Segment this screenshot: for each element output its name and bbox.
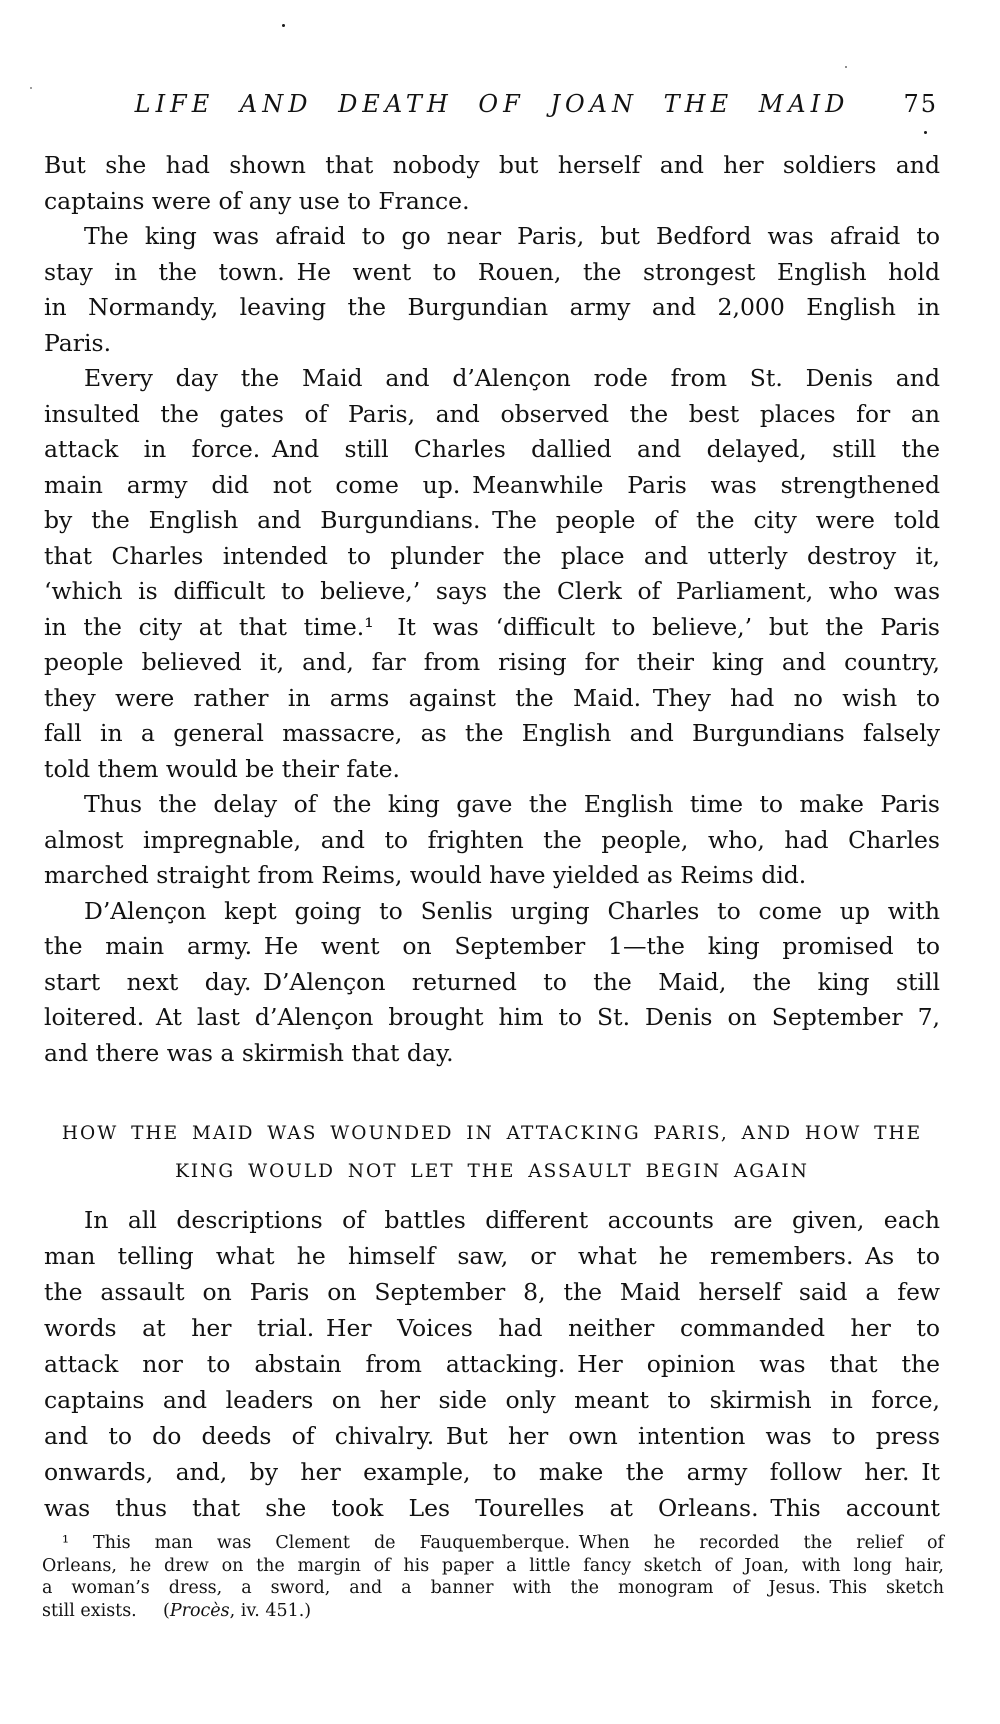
text-line (44, 148, 940, 184)
text-line (42, 1600, 944, 1623)
section-heading-line-2: KING WOULD NOT LET THE ASSAULT BEGIN AGAIN (175, 1161, 809, 1182)
text-line (44, 681, 940, 717)
text-segment: and there was a skirmish that day. (44, 1038, 454, 1067)
footnote (42, 1532, 944, 1622)
text-line (44, 397, 940, 433)
section-heading-line-1: HOW THE MAID WAS WOUNDED IN ATTACKING PARIS, AND HOW THE (61, 1123, 923, 1144)
text-segment: man telling what he himself saw, or what he remembers. As to (44, 1242, 940, 1270)
scan-artifact-dot (282, 24, 285, 27)
text-segment: Thus the delay of the king gave the English time to make Paris (84, 790, 940, 818)
text-line (44, 1000, 940, 1036)
text-line (44, 255, 940, 291)
text-segment: captains were of any use to France. (44, 186, 470, 215)
text-line (42, 1555, 944, 1578)
text-line (44, 1202, 940, 1238)
text-line (44, 752, 940, 788)
text-line (44, 823, 940, 859)
text-segment: D’Alençon kept going to Senlis urging Charles to come up with (84, 896, 940, 925)
text-line (44, 787, 940, 823)
text-line (44, 610, 940, 646)
text-segment: stay in the town. He went to Rouen, the strongest English hold (44, 257, 940, 286)
text-segment: the main army. He went on September 1—the king promised to (44, 932, 940, 960)
text-line (44, 432, 940, 468)
text-line (42, 1532, 944, 1555)
text-segment: almost impregnable, and to frighten the people, who, had Charles (44, 825, 940, 854)
text-segment: loitered. At last d’Alençon brought him to St. Denis on September 7, (44, 1003, 940, 1031)
text-line (44, 1454, 940, 1490)
text-segment: But she had shown that nobody but herself and her soldiers and (44, 151, 940, 179)
section-heading (44, 1115, 940, 1191)
text-segment: ¹ This man was Clement de Fauquemberque. When he recorded the relief of (62, 1533, 944, 1553)
text-line (44, 1238, 940, 1274)
text-segment: still exists. ( (42, 1600, 170, 1621)
text-segment: that Charles intended to plunder the place and utterly destroy it, (44, 541, 940, 570)
text-segment: start next day. D’Alençon returned to the Maid, the king still (44, 967, 940, 996)
scan-artifact-dot (845, 66, 847, 68)
text-line (44, 326, 940, 362)
text-segment: words at her trial. Her Voices had neither commanded her to (44, 1314, 940, 1342)
page-number: 75 (903, 90, 938, 118)
text-segment: , iv. 451.) (229, 1600, 312, 1621)
text-segment: The king was afraid to go near Paris, but Bedford was afraid to (84, 222, 940, 250)
text-line (44, 539, 940, 575)
text-line (44, 219, 940, 255)
text-line (44, 858, 940, 894)
text-line (44, 184, 940, 220)
italic-text: Procès (169, 1600, 230, 1621)
body-text-lower (44, 1202, 940, 1526)
text-line (44, 965, 940, 1001)
text-line (44, 1346, 940, 1382)
text-segment: fall in a general massacre, as the English and Burgundians falsely (44, 719, 940, 747)
scan-artifact-dot (924, 131, 927, 134)
text-segment: ‘which is difficult to believe,’ says the Clerk of Parliament, who was (44, 577, 940, 605)
text-segment: the assault on Paris on September 8, the Maid herself said a few (44, 1278, 940, 1306)
text-line (44, 1382, 940, 1418)
text-segment: Paris. (44, 328, 112, 357)
text-line (44, 645, 940, 681)
text-segment: insulted the gates of Paris, and observed the best places for an (44, 399, 940, 428)
text-segment: and to do deeds of chivalry. But her own intention was to press (44, 1422, 940, 1450)
text-segment: in Normandy, leaving the Burgundian army and 2,000 English in (44, 293, 940, 321)
text-line (44, 1274, 940, 1310)
text-line (44, 894, 940, 930)
text-line (44, 468, 940, 504)
text-line (44, 1490, 940, 1526)
text-segment: was thus that she took Les Tourelles at Orleans. This account (44, 1494, 940, 1522)
page-title: LIFE AND DEATH OF JOAN THE MAID (134, 90, 850, 118)
text-segment: they were rather in arms against the Maid. They had no wish to (44, 683, 940, 712)
text-segment: onwards, and, by her example, to make the army follow her. It (44, 1458, 940, 1486)
text-segment: attack in force. And still Charles dallied and delayed, still the (44, 435, 940, 463)
text-line (44, 929, 940, 965)
text-line (44, 503, 940, 539)
text-line (44, 1418, 940, 1454)
text-line (42, 1577, 944, 1600)
text-segment: Orleans, he drew on the margin of his paper a little fancy sketch of Joan, with long hair, (42, 1555, 944, 1576)
text-segment: Every day the Maid and d’Alençon rode from St. Denis and (84, 364, 940, 392)
text-segment: captains and leaders on her side only meant to skirmish in force, (44, 1386, 940, 1414)
scan-artifact-dot (30, 87, 32, 89)
text-segment: In all descriptions of battles different accounts are given, each (84, 1206, 940, 1234)
text-segment: told them would be their fate. (44, 754, 400, 783)
text-segment: in the city at that time.¹ It was ‘difficult to believe,’ but the Paris (44, 612, 940, 641)
text-line (44, 1036, 940, 1072)
text-line (44, 1310, 940, 1346)
text-segment: by the English and Burgundians. The people of the city were told (44, 506, 940, 534)
text-segment: a woman’s dress, a sword, and a banner with the monogram of Jesus. This sketch (42, 1578, 944, 1599)
text-line (44, 716, 940, 752)
text-line (44, 574, 940, 610)
text-segment: marched straight from Reims, would have yielded as Reims did. (44, 861, 807, 889)
running-header (44, 90, 940, 122)
text-segment: attack nor to abstain from attacking. Her opinion was that the (44, 1350, 940, 1378)
text-line (44, 361, 940, 397)
text-segment: main army did not come up. Meanwhile Paris was strengthened (44, 470, 940, 499)
text-segment: people believed it, and, far from rising for their king and country, (44, 648, 940, 676)
text-line (44, 290, 940, 326)
body-text-upper (44, 148, 940, 1071)
